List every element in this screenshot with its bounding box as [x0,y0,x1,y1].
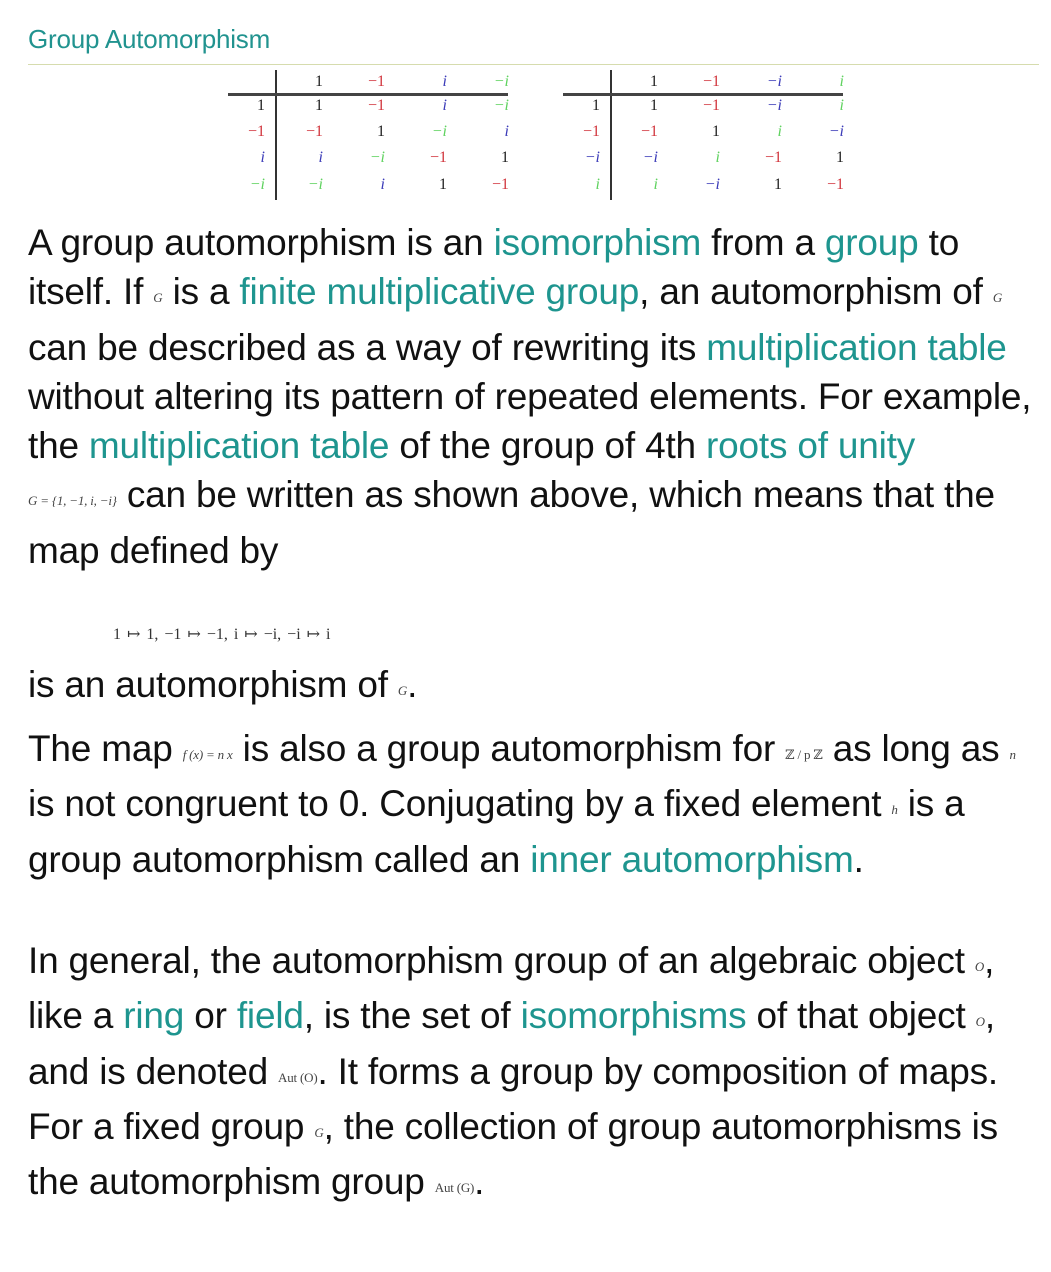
table-cell: i [653,176,658,193]
link-isomorphism[interactable]: isomorphism [493,222,702,263]
table-cell: −i [828,123,844,140]
link-roots-of-unity[interactable]: roots of unity [706,425,916,467]
table-cell: −1 [640,123,658,140]
link-field[interactable]: field [236,995,304,1037]
math-h: h [891,802,898,818]
math-f-of-x: f (x) = n x [182,747,233,762]
table-cell: 1 [836,149,844,166]
table-header-cell: 1 [650,73,658,90]
table-cell: −1 [429,149,447,166]
table-vertical-rule [275,70,277,200]
table-cell: −i [493,97,509,114]
link-multiplication-table[interactable]: multiplication table [706,326,1007,368]
paragraph-definition: A group automorphism is an isomorphism from a group to itself. If G is a finite multiplicative group, an automorphism of G can be described as a way of rewriting its multiplication table without altering its pattern of repeated elements. For example, the multiplication table of the group of 4th roots of unity G = {1, −1, i, −i} can be written as shown above, which means that the map defined by [28,222,1032,571]
table-cell: i [380,176,385,193]
table-cell: −i [704,176,720,193]
table-row-label: −i [584,149,600,166]
table-cell: −i [307,176,323,193]
table-row-label: i [595,176,600,193]
table-cell: 1 [315,97,323,114]
table-cell: −i [369,149,385,166]
table-cell: −i [431,123,447,140]
table-header-cell: −1 [367,73,385,90]
page-title: Group Automorphism [28,24,271,54]
math-G: G [992,290,1003,306]
link-multiplication-table[interactable]: multiplication table [88,425,390,467]
table-cell: −1 [764,149,782,166]
table-cell: 1 [650,97,658,114]
table-cell: 1 [377,123,385,140]
table-row-label: −1 [247,123,265,140]
link-isomorphisms[interactable]: isomorphisms [520,995,747,1037]
multiplication-table-rewritten [560,68,845,203]
table-row-label: 1 [592,97,600,114]
table-header-cell: −1 [702,73,720,90]
title-divider [28,64,1039,65]
link-inner-automorphism[interactable]: inner automorphism [530,838,854,880]
table-cell: i [442,97,447,114]
table-row-label: −i [249,176,265,193]
table-vertical-rule [610,70,612,200]
table-cell: i [504,123,509,140]
table-header-cell: i [839,73,844,90]
table-cell: i [715,149,720,166]
multiplication-table-original [225,68,510,203]
paragraph-map-example: The map f (x) = n x is also a group automorphism for ℤ / p ℤ as long as n is not congruent to 0. Conjugating by a fixed element h is a group automorphism called an inner automorphism. [28,728,1016,880]
link-group[interactable]: group [824,222,919,263]
table-cell: −1 [305,123,323,140]
link-ring[interactable]: ring [123,995,185,1037]
table-cell: i [839,97,844,114]
paragraph-general: In general, the automorphism group of an algebraic object O, like a ring or field, is the set of isomorphisms of that object O, and is denoted Aut (O). It forms a group by composition of maps. For a fixed group G, the collection of group automorphisms is the automorphism group Aut (G). [28,940,998,1203]
table-cell: −1 [367,97,385,114]
math-O: O [974,959,985,974]
math-aut-G: Aut (G) [434,1180,475,1196]
math-G: G [397,683,408,698]
table-cell: −i [642,149,658,166]
table-cell: 1 [439,176,447,193]
table-cell: 1 [712,123,720,140]
table-header-cell: 1 [315,73,323,90]
table-header-cell: −i [766,73,782,90]
math-G: G [153,290,163,306]
math-z-mod-p: ℤ / p ℤ [785,747,823,762]
table-header-cell: −i [493,73,509,90]
math-aut-O: Aut (O) [278,1069,318,1085]
table-header-cell: i [442,73,447,90]
table-cell: i [318,149,323,166]
math-n: n [1009,747,1016,762]
table-cell: −i [766,97,782,114]
link-finite-multiplicative-group[interactable]: finite multiplicative group [239,271,640,313]
paragraph-automorphism-of-G: is an automorphism of G. [28,664,418,705]
math-G: G [314,1124,324,1140]
table-row-label: i [260,149,265,166]
math-O: O [975,1014,985,1030]
table-cell: −1 [702,97,720,114]
table-cell: −1 [491,176,509,193]
table-row-label: −1 [582,123,600,140]
math-group-set: G = {1, −1, i, −i} [28,493,117,509]
table-cell: 1 [774,176,782,193]
table-cell: i [777,123,782,140]
table-row-label: 1 [257,97,265,114]
table-cell: −1 [826,176,844,193]
table-cell: 1 [501,149,509,166]
display-math-map: 1 ↦ 1, −1 ↦ −1, i ↦ −i, −i ↦ i [113,626,331,643]
